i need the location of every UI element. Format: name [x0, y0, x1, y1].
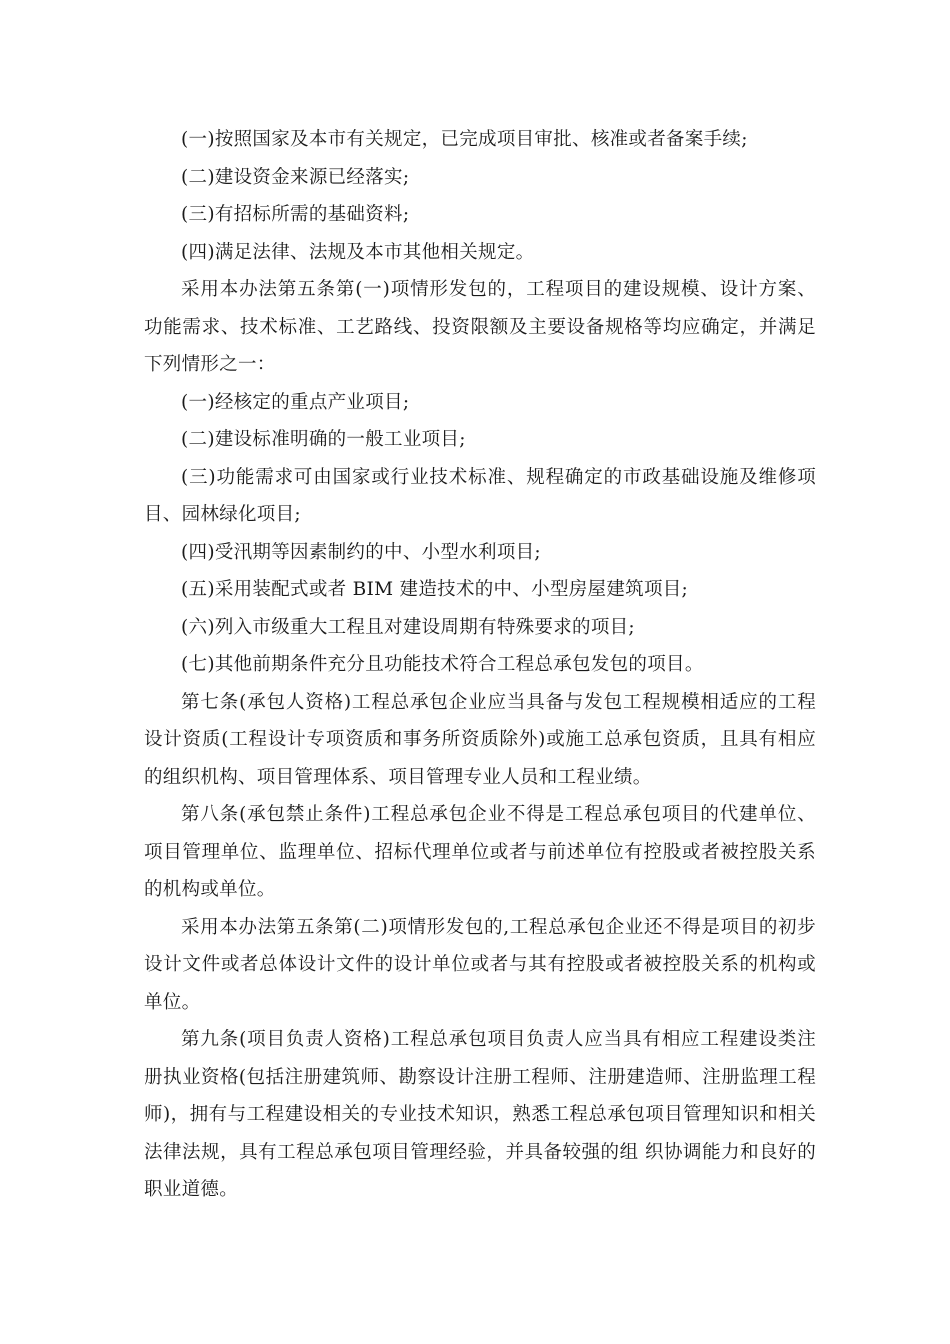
- paragraph: (一)经核定的重点产业项目;: [181, 391, 410, 413]
- paragraph: 采用本办法第五条第(一)项情形发包的，工程项目的建设规模、设计方案、功能需求、技术标准、工艺路线、投资限额及主要设备规格等均应确定，并满足下列情形之一：: [144, 279, 816, 375]
- paragraph: (四)受汛期等因素制约的中、小型水利项目;: [181, 541, 541, 563]
- paragraph: 第八条(承包禁止条件)工程总承包企业不得是工程总承包项目的代建单位、项目管理单位、监理单位、招标代理单位或者与前述单位有控股或者被控股关系的机构或单位。: [144, 804, 816, 900]
- paragraph: (二)建设标准明确的一般工业项目;: [181, 429, 466, 450]
- paragraph: 第九条(项目负责人资格)工程总承包项目负责人应当具有相应工程建设类注册执业资格(包括注册建筑师、勘察设计注册工程师、注册建造师、注册监理工程师)，拥有与工程建设相关的专业技术知识，熟悉工程总承包项目管理知识和相关法律法规，具有工程总承包项目管理经验，并具备较强的组 织协调能力和良好的职业道德。: [144, 1029, 816, 1200]
- paragraph: (二)建设资金来源已经落实;: [181, 166, 410, 188]
- paragraph: 采用本办法第五条第(二)项情形发包的,工程总承包企业还不得是项目的初步设计文件或者总体设计文件的设计单位或者与其有控股或者被控股关系的机构或单位。: [144, 916, 816, 1013]
- paragraph: (四)满足法律、法规及本市其他相关规定。: [181, 241, 535, 263]
- paragraph: (七)其他前期条件充分且功能技术符合工程总承包发包的项目。: [181, 654, 704, 675]
- paragraph: (五)采用装配式或者 BIM 建造技术的中、小型房屋建筑项目;: [181, 579, 689, 600]
- paragraph: (一)按照国家及本市有关规定，已完成项目审批、核准或者备案手续;: [181, 129, 748, 150]
- paragraph: (六)列入市级重大工程且对建设周期有特殊要求的项目;: [181, 616, 635, 638]
- paragraph: (三)有招标所需的基础资料;: [181, 204, 410, 225]
- document-body: [144, 121, 816, 1209]
- paragraph: (三)功能需求可由国家或行业技术标准、规程确定的市政基础设施及维修项目、园林绿化项目;: [144, 466, 816, 525]
- paragraph: 第七条(承包人资格)工程总承包企业应当具备与发包工程规模相适应的工程设计资质(工程设计专项资质和事务所资质除外)或施工总承包资质，且具有相应的组织机构、项目管理体系、项目管理专业人员和工程业绩。: [144, 691, 816, 788]
